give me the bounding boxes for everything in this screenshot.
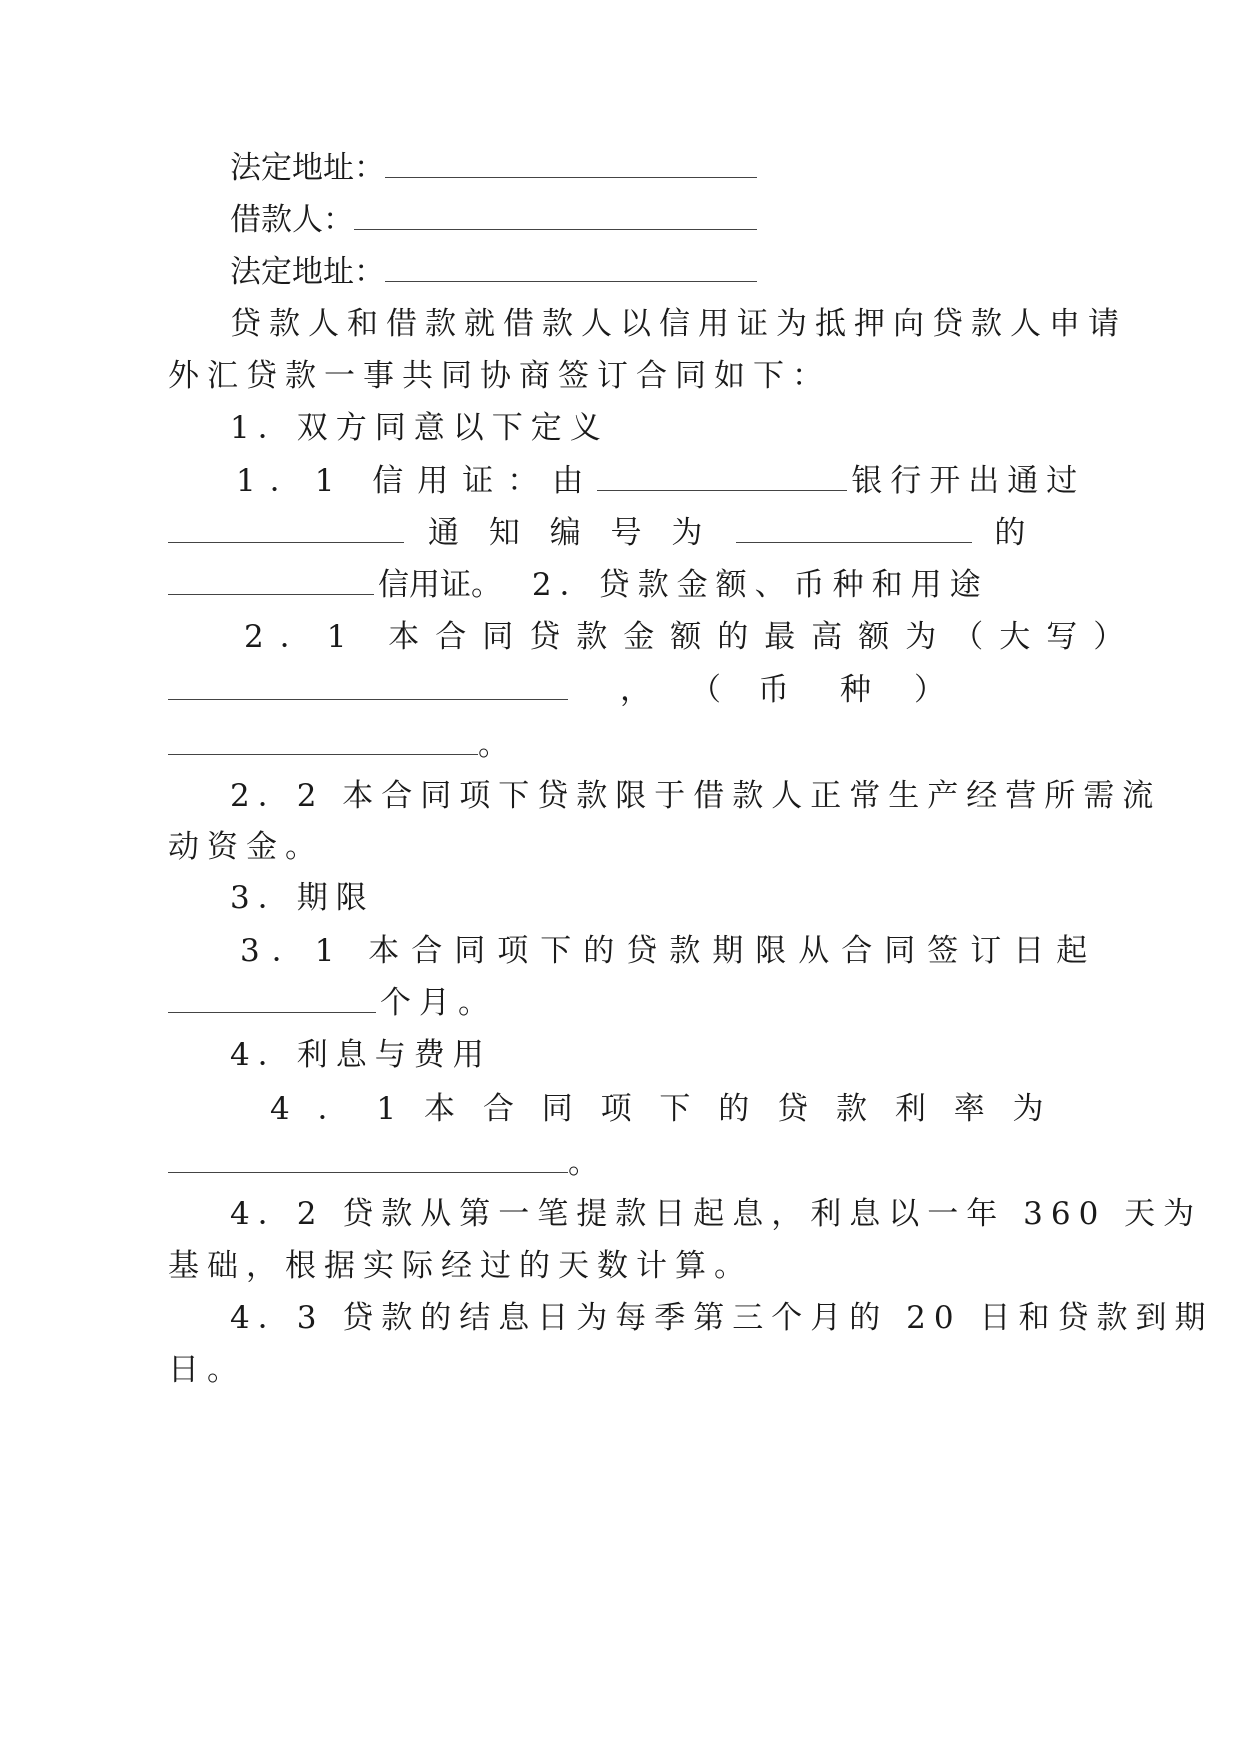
- clause-4-2-line-1: 4．2 贷款从第一笔提款日起息，利息以一年 360 天为: [230, 1196, 1203, 1232]
- clause-text: 币: [758, 672, 789, 708]
- clause-text: 。: [478, 727, 509, 763]
- borrower-label: 借款人：: [230, 202, 354, 238]
- clause-3-1-line-2: [168, 983, 497, 1023]
- clause-2-1-line-1: 2．1 本合同贷款金额的最高额为（大写）: [244, 619, 1141, 655]
- preamble-line-1: 贷款人和借款就借款人以信用证为抵押向贷款人申请: [230, 306, 1127, 342]
- borrower-field: [230, 200, 757, 240]
- address-label: 法定地址：: [230, 254, 385, 290]
- clause-4-2-line-2: 基础，根据实际经过的天数计算。: [168, 1248, 753, 1284]
- clause-1-1-line-3: [168, 565, 989, 605]
- section-4-title: 4．利息与费用: [230, 1037, 492, 1073]
- address-blank: [385, 253, 757, 282]
- bank-blank: [597, 462, 847, 491]
- clause-4-1-line-1: 4 ． 1 本 合 同 项 下 的 贷 款 利 率 为: [270, 1091, 1053, 1127]
- clause-1-1-line-1: [236, 461, 1085, 501]
- clause-text: （: [690, 672, 721, 708]
- term-blank: [168, 984, 376, 1013]
- clause-4-3-line-1: 4．3 贷款的结息日为每季第三个月的 20 日和贷款到期: [230, 1300, 1214, 1336]
- clause-text: 的: [994, 515, 1026, 551]
- clause-1-1-line-2: [168, 513, 1025, 553]
- address-field-1: [230, 148, 757, 188]
- borrower-blank: [354, 201, 757, 230]
- clause-2-1-line-2: [168, 670, 945, 710]
- clause-2-2-line-2: 动资金。: [168, 829, 324, 865]
- clause-2-1-line-3: [168, 725, 509, 765]
- advising-bank-blank: [168, 514, 404, 543]
- clause-text: 银行开出通过: [851, 463, 1086, 499]
- clause-text: 通 知 编 号 为: [428, 515, 713, 551]
- clause-text: ）: [914, 672, 945, 708]
- clause-3-1-line-1: 3．1 本合同项下的贷款期限从合同签订日起: [240, 933, 1100, 969]
- clause-text: 1．1 信用证：由: [236, 463, 598, 499]
- clause-2-2-line-1: 2．2 本合同项下贷款限于借款人正常生产经营所需流: [230, 778, 1162, 814]
- preamble-line-2: 外汇贷款一事共同协商签订合同如下：: [168, 358, 831, 394]
- address-label: 法定地址：: [230, 150, 385, 186]
- section-1-title: 1．双方同意以下定义: [230, 410, 609, 446]
- address-blank: [385, 149, 757, 178]
- clause-4-3-line-2: 日。: [168, 1352, 246, 1388]
- clause-text: 个月。: [380, 985, 497, 1021]
- section-3-title: 3．期限: [230, 880, 375, 916]
- notice-number-blank: [736, 514, 972, 543]
- address-field-2: [230, 252, 757, 292]
- rate-blank: [168, 1144, 568, 1173]
- clause-text: ，: [620, 672, 651, 708]
- clause-text: 种: [840, 672, 871, 708]
- lc-blank: [168, 566, 374, 595]
- clause-text: 。: [568, 1145, 599, 1181]
- amount-blank: [168, 671, 568, 700]
- clause-4-1-line-2: [168, 1143, 599, 1183]
- clause-text: 信用证。: [378, 567, 502, 603]
- currency-blank: [168, 726, 478, 755]
- section-2-title: 2．贷款金额、币种和用途: [531, 567, 989, 603]
